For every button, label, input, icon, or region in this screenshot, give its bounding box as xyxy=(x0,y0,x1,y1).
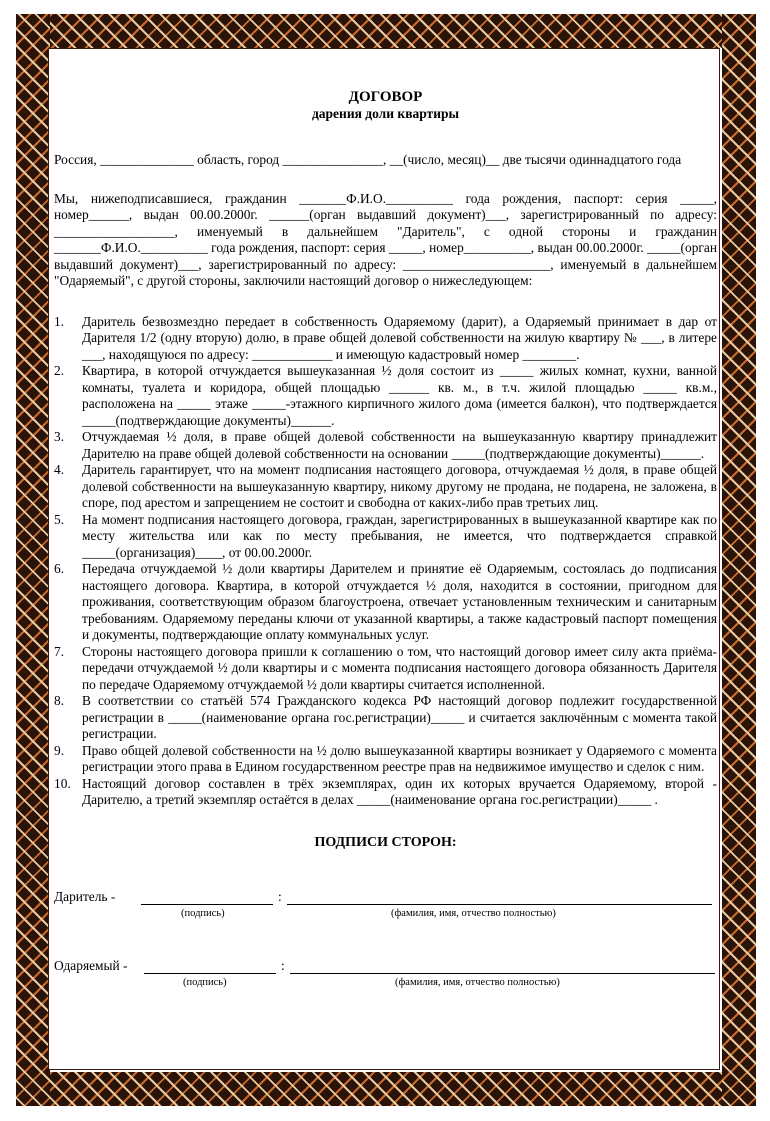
donee-name-caption: (фамилия, имя, отчество полностью) xyxy=(395,977,560,988)
clause-number: 4. xyxy=(54,462,65,477)
donee-captions xyxy=(54,975,717,989)
donee-label: Одаряемый - xyxy=(54,958,128,973)
clause-item xyxy=(54,743,717,776)
donee-signature-line[interactable] xyxy=(144,973,276,974)
ornamental-border-top xyxy=(16,14,756,48)
document-subtitle: дарения доли квартиры xyxy=(311,106,460,121)
clause-number: 5. xyxy=(54,511,65,527)
ornamental-border-right xyxy=(722,14,756,1106)
donor-captions xyxy=(54,906,717,920)
donor-signature-row xyxy=(54,889,717,906)
donee-name-line[interactable] xyxy=(290,973,715,974)
clause-item xyxy=(54,693,717,743)
contract-document xyxy=(54,88,717,989)
clause-number: 2. xyxy=(54,363,65,378)
clause-number: 3. xyxy=(54,429,65,444)
parties-paragraph: Мы, нижеподписавшиеся, гражданин _______Ф.И.О.__________ года рождения, паспорт: серия _____, номер______, выдан 00.00.2000г. ______(орган выдавший документ)___, зарегистрированный по адресу: __________________, именуемый в дальнейшем "Даритель", с одной стороны и гражданин _______Ф.И.О.__________ года рождения, паспорт: серия _____, номер__________, выдан 00.00.2000г. _____(орган выдавший документ)___, зарегистрированный по адресу: ______________________, именуемый в дальнейшем "Одаряемый", с другой стороны, заключили настоящий договор о нижеследующем: xyxy=(54,190,717,288)
clause-number: 10. xyxy=(54,775,71,791)
clause-text: Право общей долевой собственности на ½ долю вышеуказанной квартиры возникает у Одаряемого с момента регистрации этого права в Едином государственном реестре прав на недвижимое имущество и сделок с ним. xyxy=(82,742,717,774)
donee-signature-row xyxy=(54,958,717,975)
donor-signature-caption: (подпись) xyxy=(181,908,225,919)
clause-text: Стороны настоящего договора пришли к соглашению о том, что настоящий договор имеет силу акта приёма-передачи отчуждаемой ½ доли квартиры и с момента подписания настоящего договора обязанность Дарителя по передаче Одаряемому отчуждаемой ½ доли квартиры считается исполненной. xyxy=(82,643,717,692)
clause-text: Квартира, в которой отчуждается вышеуказанная ½ доля состоит из _____ жилых комнат, кухни, ванной комнаты, туалета и коридора, общей площадью ______ кв. м., в т.ч. жилой площадью _____ кв.м., расположена на _____ этаже _____-этажного кирпичного жилого дома (имеется балкон), что подтверждается _____(подтверждающие документы)______. xyxy=(82,363,717,428)
clause-text: Настоящий договор составлен в трёх экземплярах, один их которых вручается Одаряемому, второй - Дарителю, а третий экземпляр остаётся в делах _____(наименование органа гос.регистрации)_____ . xyxy=(82,775,717,807)
clause-number: 1. xyxy=(54,313,65,329)
clause-text: На момент подписания настоящего договора, граждан, зарегистрированных в вышеуказанной квартире как по месту жительства или как по месту пребывания, не имеется, что подтверждается справкой _____(организация)____, от 00.00.2000г. xyxy=(82,511,717,560)
clause-item xyxy=(54,512,717,562)
signatures-title: ПОДПИСИ СТОРОН: xyxy=(314,834,457,850)
clause-number: 8. xyxy=(54,693,65,708)
donee-colon: : xyxy=(281,958,285,973)
clause-item xyxy=(54,363,717,429)
clause-number: 6. xyxy=(54,561,65,576)
clause-item xyxy=(54,644,717,694)
clause-item xyxy=(54,429,717,462)
clause-number: 7. xyxy=(54,643,65,659)
clause-number: 9. xyxy=(54,742,65,758)
donor-colon: : xyxy=(278,889,282,904)
clause-item xyxy=(54,776,717,809)
clause-text: Даритель безвозмездно передает в собственность Одаряемому (дарит), а Одаряемый принимает в дар от Дарителя 1/2 (одну вторую) долю, в праве общей долевой собственности на жилую квартиру № ___, в литере ___, находящуюся по адресу: ____________ и имеющую кадастровый номер ________. xyxy=(82,313,717,362)
clause-item xyxy=(54,462,717,512)
clause-item xyxy=(54,561,717,644)
donee-signature-caption: (подпись) xyxy=(183,977,227,988)
donor-name-line[interactable] xyxy=(287,904,712,905)
donor-name-caption: (фамилия, имя, отчество полностью) xyxy=(391,908,556,919)
clause-text: Отчуждаемая ½ доля, в праве общей долевой собственности на вышеуказанную квартиру принадлежит Дарителю на праве общей долевой собственности на основании _____(подтверждающие документы)______. xyxy=(82,429,717,461)
donor-signature-line[interactable] xyxy=(141,904,273,905)
clause-item xyxy=(54,314,717,364)
ornamental-border-left xyxy=(16,14,50,1106)
place-and-date: Россия, ______________ область, город _______________, __(число, месяц)__ две тысячи одиннадцатого года xyxy=(54,152,682,167)
clause-text: Даритель гарантирует, что на момент подписания настоящего договора, отчуждаемая ½ доля, в праве общей долевой собственности на вышеуказанную квартиру, никому другому не продана, не подарена, не заложена, в споре, под арестом и запрещением не состоит и свободна от каких-либо прав третьих лиц. xyxy=(82,462,717,510)
ornamental-border-bottom xyxy=(16,1072,756,1106)
clause-text: В соответствии со статьёй 574 Гражданского кодекса РФ настоящий договор подлежит государственной регистрации в _____(наименование органа гос.регистрации)_____ и считается заключённым с момента такой регистрации. xyxy=(82,693,717,741)
document-title: ДОГОВОР xyxy=(348,89,423,105)
clauses-list xyxy=(54,314,717,809)
clause-text: Передача отчуждаемой ½ доли квартиры Дарителем и принятие её Одаряемым, состоялась до подписания настоящего договора. Квартира, в которой отчуждается ½ доля, находится в состоянии, пригодном для проживания, соответствующим образом благоустроена, отвечает установленным техническим и санитарным требованиям. Одаряемому переданы ключи от указанной квартиры, а также кадастровый паспорт помещения и документы, подтверждающие оплату коммунальных услуг. xyxy=(82,561,717,642)
donor-label: Даритель - xyxy=(54,889,116,904)
